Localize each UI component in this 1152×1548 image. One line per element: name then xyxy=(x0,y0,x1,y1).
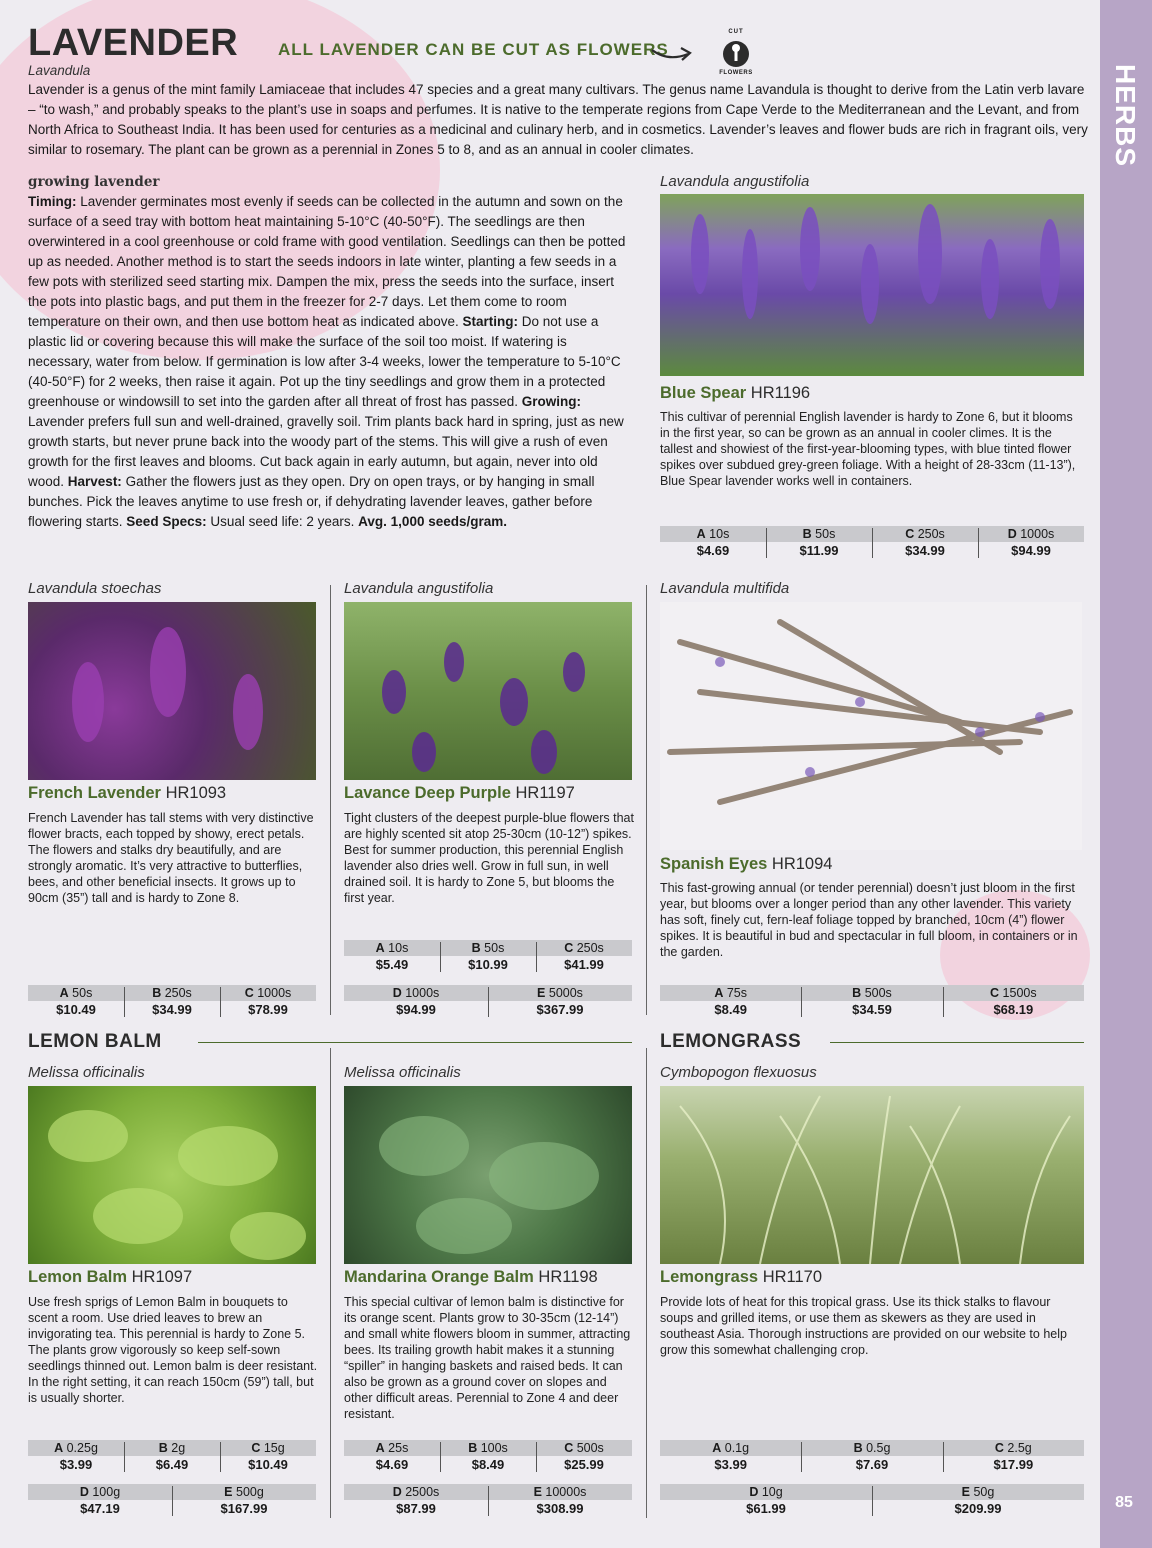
price-key: C xyxy=(994,1441,1004,1455)
price-option-a[interactable] xyxy=(28,1440,124,1474)
price-option-a[interactable] xyxy=(28,985,124,1019)
price-qty: 250s xyxy=(576,941,604,955)
price-value: $10.49 xyxy=(248,1457,288,1472)
sidebar xyxy=(1100,0,1152,1548)
price-key: B xyxy=(468,1441,478,1455)
price-key: D xyxy=(392,986,402,1000)
price-qty: 1000s xyxy=(405,986,440,1000)
price-option-b[interactable] xyxy=(124,985,220,1019)
lemongrass-latin: Cymbopogon flexuosus xyxy=(660,1064,817,1081)
page-number: 85 xyxy=(1115,1494,1133,1511)
price-option-a[interactable] xyxy=(344,1440,440,1474)
price-key: B xyxy=(158,1441,168,1455)
price-key: A xyxy=(54,1441,64,1455)
price-key: D xyxy=(392,1485,402,1499)
lemongrass-price-table xyxy=(660,1440,1084,1474)
price-option-c[interactable] xyxy=(536,940,632,974)
harvest-text: Gather the flowers just as they open. Dry on open trays, or by hanging in small bunches. Pick the leaves anytime to use fresh or, if dehydrating lavender leaves, gather before flowering starts. xyxy=(28,474,595,529)
price-value: $47.19 xyxy=(80,1501,120,1516)
price-value: $68.19 xyxy=(993,1002,1034,1017)
price-key: A xyxy=(714,986,724,1000)
price-qty: 1500s xyxy=(1002,986,1037,1000)
growing-label: Growing: xyxy=(521,394,582,409)
price-value: $94.99 xyxy=(1011,543,1051,558)
french-description: French Lavender has tall stems with very distinctive flower bracts, each topped by showy, erect petals. The flowers and stalks dry beautifully, and are strongly aromatic. It’s very attractive to butterflies, bees, and other beneficial insects. It grows up to 90cm (35”) tall and is hardy to Zone 8. xyxy=(28,811,314,905)
arrow-right-icon xyxy=(648,38,698,68)
price-value: $4.69 xyxy=(375,1457,409,1472)
blue-spear-code: HR1196 xyxy=(750,384,811,402)
deep-purple-price-table xyxy=(344,940,632,974)
price-qty: 10g xyxy=(761,1485,783,1499)
price-option-d[interactable] xyxy=(660,1484,872,1518)
price-value: $25.99 xyxy=(564,1457,604,1472)
badge-top-label: CUT xyxy=(728,29,744,35)
deep-purple-title xyxy=(344,784,575,803)
price-option-b[interactable] xyxy=(440,1440,536,1474)
price-option-e[interactable] xyxy=(172,1484,316,1518)
price-option-b[interactable] xyxy=(766,526,872,560)
price-qty: 0.5g xyxy=(866,1441,891,1455)
price-option-e[interactable] xyxy=(872,1484,1084,1518)
mandarina-price-table-2 xyxy=(344,1484,632,1518)
price-value: $10.49 xyxy=(56,1002,96,1017)
deep-purple-latin: Lavandula angustifolia xyxy=(344,580,494,597)
price-qty: 50s xyxy=(72,986,93,1000)
spanish-eyes-description: This fast-growing annual (or tender perennial) doesn’t just bloom in the first year, but blooms over a longer period than any other lavender. This variety has soft, finely cut, fern-leaf foliage topped by branched, 10cm (4”) flower spikes. It is beautiful in bud and spectacular in full bloom, in containers or in the garden. xyxy=(660,881,1078,959)
timing-text: Lavender germinates most evenly if seeds can be collected in the autumn and sown on the surface of a seed tray with bottom heat maintaining 5-10°C (40-50°F). The seedlings are then overwintered in a cool greenhouse or cold frame with good ventilation. Seedlings can then be potted up as needed. Another method is to start the seeds indoors in late winter, planting a few seeds in a few pots with sterilized seed starting mix. Dampen the mix, press the seeds into the surface, insert the pots into plastic bags, and put them in the freezer for 2-7 days. Let them come to room temperature on their own, and then use bottom heat as indicated above. xyxy=(28,194,626,329)
price-qty: 0.25g xyxy=(66,1441,98,1455)
deep-purple-photo xyxy=(344,602,632,780)
price-key: C xyxy=(990,986,1000,1000)
price-key: E xyxy=(224,1485,233,1499)
price-value: $17.99 xyxy=(993,1457,1034,1472)
price-key: C xyxy=(905,527,915,541)
price-option-c[interactable] xyxy=(872,526,978,560)
price-key: C xyxy=(244,986,254,1000)
price-value: $10.99 xyxy=(468,957,508,972)
price-value: $5.49 xyxy=(375,957,409,972)
price-value: $34.99 xyxy=(152,1002,192,1017)
price-option-d[interactable] xyxy=(344,985,488,1019)
price-key: A xyxy=(59,986,69,1000)
column-divider xyxy=(646,585,647,1015)
blue-spear-name: Blue Spear xyxy=(660,384,747,402)
price-key: D xyxy=(1007,527,1017,541)
lemon-balm-description: Use fresh sprigs of Lemon Balm in bouquets to scent a room. Use dried leaves to brew an invigorating tea. This perennial is hardy to Zone 5. The plants grow vigorously so keep self-sown seedlings thinned out. Lemon balm is deer resistant. In the right setting, it can reach 150cm (59”) tall, but is usually shorter. xyxy=(28,1295,318,1405)
lemongrass-title xyxy=(660,1268,822,1287)
price-value: $3.99 xyxy=(714,1457,747,1472)
price-value: $209.99 xyxy=(954,1501,1002,1516)
price-value: $167.99 xyxy=(220,1501,268,1516)
price-value: $3.99 xyxy=(59,1457,93,1472)
price-value: $61.99 xyxy=(746,1501,786,1516)
lemongrass-section-title: LEMONGRASS xyxy=(660,1031,802,1052)
growing-text: Lavender prefers full sun and well-drained, gravelly soil. Trim plants back hard in spring, just as new growth starts, but never prune back into the woody part of the stems. This will give a rush of even growth for the first leaves and blooms. Cut back again in early autumn, but again, never into old wood. xyxy=(28,414,624,489)
price-qty: 2g xyxy=(171,1441,186,1455)
badge-bottom-label: FLOWERS xyxy=(719,70,753,76)
price-option-c[interactable] xyxy=(943,1440,1084,1474)
french-code: HR1093 xyxy=(165,784,227,802)
price-key: C xyxy=(251,1441,261,1455)
spanish-eyes-latin: Lavandula multifida xyxy=(660,580,790,597)
price-option-b[interactable] xyxy=(801,1440,942,1474)
price-value: $34.59 xyxy=(852,1002,892,1017)
lemon-balm-photo xyxy=(28,1086,316,1264)
price-qty: 250s xyxy=(164,986,192,1000)
price-option-e[interactable] xyxy=(488,985,632,1019)
mandarina-photo xyxy=(344,1086,632,1264)
mandarina-code: HR1198 xyxy=(538,1268,598,1286)
french-lavender-photo xyxy=(28,602,316,780)
price-qty: 25s xyxy=(388,1441,409,1455)
starting-label: Starting: xyxy=(462,314,519,329)
mandarina-price-table xyxy=(344,1440,632,1474)
price-value: $78.99 xyxy=(248,1002,288,1017)
price-key: B xyxy=(802,527,812,541)
price-value: $87.99 xyxy=(396,1501,436,1516)
price-qty: 1000s xyxy=(1020,527,1055,541)
price-qty: 10000s xyxy=(545,1485,587,1499)
deep-purple-price-table-2 xyxy=(344,985,632,1019)
french-latin: Lavandula stoechas xyxy=(28,580,162,597)
price-value: $367.99 xyxy=(536,1002,584,1017)
price-key: A xyxy=(375,1441,385,1455)
price-value: $4.69 xyxy=(696,543,730,558)
french-price-table xyxy=(28,985,316,1019)
price-key: A xyxy=(696,527,706,541)
price-qty: 1000s xyxy=(257,986,292,1000)
lemongrass-name: Lemongrass xyxy=(660,1268,759,1286)
column-divider xyxy=(330,585,331,1015)
blue-spear-price-table xyxy=(660,526,1084,560)
lemon-balm-price-table-2 xyxy=(28,1484,316,1518)
avg-seeds-label: Avg. 1,000 seeds/gram. xyxy=(358,514,508,529)
mandarina-title xyxy=(344,1268,598,1287)
deep-purple-code: HR1197 xyxy=(515,784,575,802)
price-value: $41.99 xyxy=(564,957,604,972)
price-value: $6.49 xyxy=(155,1457,189,1472)
mandarina-name: Mandarina Orange Balm xyxy=(344,1268,534,1286)
lemon-balm-title xyxy=(28,1268,192,1287)
price-qty: 50s xyxy=(484,941,505,955)
lemon-balm-name: Lemon Balm xyxy=(28,1268,128,1286)
price-value: $308.99 xyxy=(536,1501,584,1516)
deep-purple-name: Lavance Deep Purple xyxy=(344,784,511,802)
price-key: B xyxy=(852,986,862,1000)
price-key: C xyxy=(564,1441,574,1455)
genus-latin: Lavandula xyxy=(28,63,91,78)
french-title xyxy=(28,784,226,803)
price-qty: 500s xyxy=(864,986,892,1000)
growing-instructions xyxy=(28,192,632,532)
price-option-b[interactable] xyxy=(124,1440,220,1474)
page-title: LAVENDER xyxy=(28,22,239,64)
price-option-b[interactable] xyxy=(801,985,942,1019)
price-option-d[interactable] xyxy=(344,1484,488,1518)
price-qty: 100s xyxy=(480,1441,508,1455)
price-qty: 5000s xyxy=(548,986,583,1000)
price-key: E xyxy=(537,986,546,1000)
price-key: D xyxy=(79,1485,89,1499)
price-option-b[interactable] xyxy=(440,940,536,974)
seed-specs-text: Usual seed life: 2 years. xyxy=(206,514,359,529)
column-divider xyxy=(330,1048,331,1518)
price-qty: 50g xyxy=(973,1485,995,1499)
price-value: $34.99 xyxy=(905,543,945,558)
price-qty: 2500s xyxy=(405,1485,440,1499)
price-qty: 50s xyxy=(815,527,836,541)
price-key: A xyxy=(712,1441,722,1455)
price-option-d[interactable] xyxy=(28,1484,172,1518)
timing-label: Timing: xyxy=(28,194,77,209)
column-divider xyxy=(646,1048,647,1518)
price-qty: 500s xyxy=(576,1441,604,1455)
price-option-c[interactable] xyxy=(220,985,316,1019)
price-key: B xyxy=(853,1441,863,1455)
price-value: $7.69 xyxy=(855,1457,889,1472)
price-option-e[interactable] xyxy=(488,1484,632,1518)
price-value: $8.49 xyxy=(471,1457,505,1472)
price-qty: 250s xyxy=(917,527,945,541)
price-value: $8.49 xyxy=(714,1002,747,1017)
price-option-a[interactable] xyxy=(660,1440,801,1474)
price-value: $94.99 xyxy=(396,1002,436,1017)
price-option-c[interactable] xyxy=(220,1440,316,1474)
cut-flowers-note: ALL LAVENDER CAN BE CUT AS FLOWERS xyxy=(278,40,669,59)
lemongrass-code: HR1170 xyxy=(762,1268,823,1286)
lemon-balm-latin: Melissa officinalis xyxy=(28,1064,145,1081)
price-key: A xyxy=(375,941,385,955)
intro-paragraph: Lavender is a genus of the mint family Lamiaceae that includes 47 species and a great many cultivars. The genus name Lavandula is thought to derive from the Latin verb lavare – “to wash,” and probably speaks to the plant’s use in soaps and perfumes. It is native to the temperate regions from Cape Verde to the Mediterranean and the Levant, and from North Africa to Southeast India. It has been used for centuries as a medicinal and culinary herb, and in cosmetics. Lavender’s leaves and flower buds are rich in fragrant oils, very similar to rosemary. The plant can be grown as a perennial in Zones 5 to 8, and as an annual in cooler climates. xyxy=(28,82,1088,157)
section-rule xyxy=(830,1042,1084,1043)
price-option-c[interactable] xyxy=(536,1440,632,1474)
price-key: B xyxy=(471,941,481,955)
price-key: E xyxy=(533,1485,542,1499)
price-value: $11.99 xyxy=(799,543,839,558)
price-qty: 10s xyxy=(388,941,409,955)
mandarina-description: This special cultivar of lemon balm is distinctive for its orange scent. Plants grow to 30-35cm (12-14”) and small white flowers bloom in summer, attracting bees. Its trailing growth habit makes it a stunning “spiller” in hanging baskets and raised beds. It can also be grown as a ground cover on slopes and other difficult areas. Perennial to Zone 4 and deer resistant. xyxy=(344,1295,631,1421)
price-qty: 10s xyxy=(709,527,730,541)
lemon-balm-section-title: LEMON BALM xyxy=(28,1031,162,1052)
spanish-eyes-code: HR1094 xyxy=(771,855,833,873)
price-option-a[interactable] xyxy=(660,526,766,560)
lemon-balm-price-table xyxy=(28,1440,316,1474)
price-qty: 15g xyxy=(263,1441,285,1455)
spanish-eyes-title xyxy=(660,855,832,874)
section-rule xyxy=(198,1042,632,1043)
blue-spear-description: This cultivar of perennial English lavender is hardy to Zone 6, but it blooms in the first year, so can be grown as an annual in cooler climes. It is the tallest and showiest of the first-year-blooming types, with blue tinted flower spikes over subdued grey-green foliage. With a height of 28-33cm (11-13”), Blue Spear lavender works well in containers. xyxy=(660,410,1076,488)
blue-spear-photo xyxy=(660,194,1084,376)
growing-heading: growing lavender xyxy=(28,174,160,190)
spanish-eyes-price-table xyxy=(660,985,1084,1019)
spanish-eyes-name: Spanish Eyes xyxy=(660,855,768,873)
price-key: B xyxy=(152,986,162,1000)
price-qty: 2.5g xyxy=(1007,1441,1032,1455)
price-option-d[interactable] xyxy=(978,526,1084,560)
price-option-a[interactable] xyxy=(344,940,440,974)
seed-specs-label: Seed Specs: xyxy=(126,514,207,529)
lemongrass-price-table-2 xyxy=(660,1484,1084,1518)
price-key: E xyxy=(961,1485,970,1499)
blue-spear-latin: Lavandula angustifolia xyxy=(660,173,810,190)
deep-purple-description: Tight clusters of the deepest purple-blue flowers that are highly scented sit atop 25-30cm (10-12”) spikes. Best for summer production, this perennial English lavender also dries well. Grow in full sun, in well drained soil. It is hardy to Zone 5, but blooms the first year. xyxy=(344,811,634,905)
sidebar-title xyxy=(1109,64,1141,112)
lemongrass-photo xyxy=(660,1086,1084,1264)
price-key: D xyxy=(749,1485,759,1499)
lemon-balm-code: HR1097 xyxy=(131,1268,193,1286)
price-option-c[interactable] xyxy=(943,985,1084,1019)
price-qty: 75s xyxy=(726,986,747,1000)
french-name: French Lavender xyxy=(28,784,161,802)
harvest-label: Harvest: xyxy=(67,474,122,489)
mandarina-latin: Melissa officinalis xyxy=(344,1064,461,1081)
price-qty: 0.1g xyxy=(724,1441,750,1455)
price-key: C xyxy=(564,941,574,955)
price-option-a[interactable] xyxy=(660,985,801,1019)
spanish-eyes-photo xyxy=(660,602,1082,850)
blue-spear-title xyxy=(660,384,810,403)
lemongrass-description: Provide lots of heat for this tropical grass. Use its thick stalks to flavour soups and grilled items, or use them as skewers as they are used in southeast Asia. Thorough instructions are provided on our website to help grow this somewhat challenging crop. xyxy=(660,1295,1067,1357)
starting-text: Do not use a plastic lid or covering because this will make the surface of the soil too moist. If watering is necessary, water from below. If germination is low after 3-4 weeks, lower the temperature to 5-10°C (40-50°F) for 2 weeks, then raise it again. Pot up the tiny seedlings and grow them in a protected greenhouse or windowsill to set into the garden after all threat of frost has passed. xyxy=(28,314,621,409)
price-qty: 500g xyxy=(236,1485,264,1499)
price-qty: 100g xyxy=(92,1485,121,1499)
